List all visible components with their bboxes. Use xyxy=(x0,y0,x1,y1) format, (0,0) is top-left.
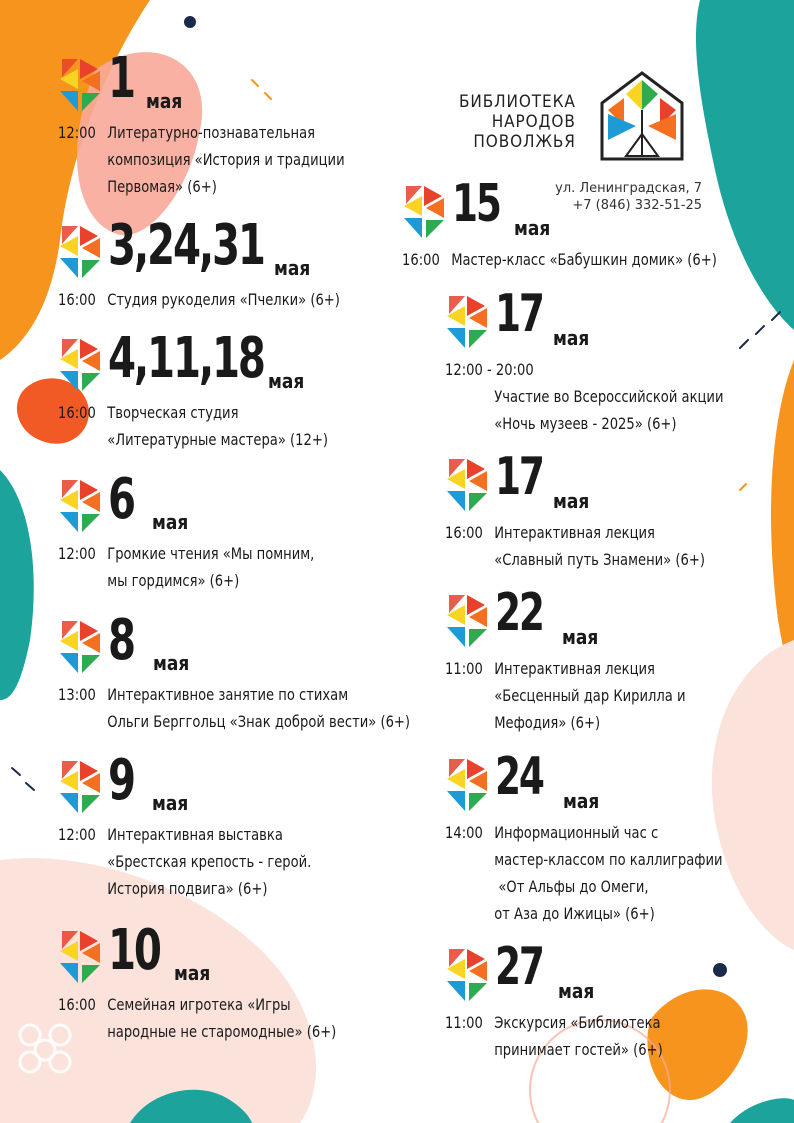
event-line xyxy=(58,540,314,567)
event-description: Информационный час с xyxy=(494,823,659,842)
event-line xyxy=(58,567,239,594)
event-description: мы гордимся» (6+) xyxy=(107,571,240,590)
event-description: композиция «История и традиции xyxy=(107,150,345,169)
calendar-mosaic-icon xyxy=(445,292,489,352)
event-description: Литературно-познавательная xyxy=(107,123,316,142)
event-month: мая xyxy=(174,961,211,985)
event-line xyxy=(58,991,291,1018)
event-time: 16:00 xyxy=(58,290,96,309)
event-time: 11:00 xyxy=(445,659,483,678)
event-day: 9 xyxy=(108,748,134,813)
event-line xyxy=(445,709,600,736)
calendar-mosaic-icon xyxy=(402,182,446,242)
event-day: 8 xyxy=(108,608,134,673)
event-day: 27 xyxy=(495,937,543,997)
event-day: 4,11,18 xyxy=(108,326,264,391)
calendar-mosaic-icon xyxy=(58,757,102,817)
event-description: 12:00 - 20:00 xyxy=(445,360,534,379)
event-line xyxy=(58,1018,336,1045)
event-line xyxy=(445,900,655,927)
event-description: «От Альфы до Омеги, xyxy=(494,877,649,896)
event-line xyxy=(445,873,649,900)
event-month: мая xyxy=(563,789,600,813)
event-day: 17 xyxy=(495,447,543,507)
calendar-mosaic-icon xyxy=(58,335,102,395)
event-description: Ольги Берггольц «Знак доброй вести» (6+) xyxy=(107,712,411,731)
teal-blob-right xyxy=(696,0,794,330)
event-description: История подвига» (6+) xyxy=(107,879,268,898)
event-description: Интерактивное занятие по стихам xyxy=(107,685,349,704)
library-name-line: НАРОДОВ xyxy=(491,112,576,132)
event-day: 22 xyxy=(495,583,543,643)
event-line xyxy=(58,426,328,453)
event-time: 16:00 xyxy=(445,523,483,542)
event-description: Первомая» (6+) xyxy=(107,177,217,196)
orange-blob-right xyxy=(771,360,794,690)
event-time: 12:00 xyxy=(58,123,96,142)
address-block xyxy=(555,180,702,214)
event-description: Студия рукоделия «Пчелки» (6+) xyxy=(107,290,340,309)
calendar-mosaic-icon xyxy=(445,945,489,1005)
calendar-mosaic-icon xyxy=(445,755,489,815)
event-description: Экскурсия «Библиотека xyxy=(494,1013,661,1032)
event-day: 17 xyxy=(495,284,543,344)
event-month: мая xyxy=(553,489,590,513)
teal-blob-bottom-right xyxy=(730,1098,794,1123)
calendar-mosaic-icon xyxy=(445,591,489,651)
address: ул. Ленинградская, 7 xyxy=(555,181,702,196)
event-day: 15 xyxy=(452,174,500,234)
event-line xyxy=(445,383,723,410)
event-month: мая xyxy=(146,89,183,113)
event-line xyxy=(445,410,677,437)
event-month: мая xyxy=(274,256,311,280)
event-line xyxy=(58,708,410,735)
event-description: от Аза до Ижицы» (6+) xyxy=(494,904,655,923)
event-line xyxy=(58,681,348,708)
event-description: Интерактивная выставка xyxy=(107,825,283,844)
calendar-mosaic-icon xyxy=(58,222,102,282)
event-month: мая xyxy=(562,625,599,649)
event-time: 16:00 xyxy=(402,250,440,269)
event-line xyxy=(445,1009,661,1036)
event-month: мая xyxy=(152,510,189,534)
calendar-mosaic-icon xyxy=(58,476,102,536)
event-line xyxy=(445,1036,663,1063)
event-month: мая xyxy=(558,979,595,1003)
event-time: 12:00 xyxy=(58,825,96,844)
event-line xyxy=(58,173,217,200)
event-line xyxy=(445,655,655,682)
event-description: народные не старомодные» (6+) xyxy=(107,1022,337,1041)
event-day: 1 xyxy=(108,46,134,111)
event-line xyxy=(402,246,717,273)
event-time: 16:00 xyxy=(58,995,96,1014)
event-time: 14:00 xyxy=(445,823,483,842)
event-line xyxy=(58,821,283,848)
library-logo xyxy=(459,70,702,170)
event-description: Громкие чтения «Мы помним, xyxy=(107,544,315,563)
phone: +7 (846) 332-51-25 xyxy=(572,198,702,213)
library-name-line: ПОВОЛЖЬЯ xyxy=(473,132,576,152)
event-description: Интерактивная лекция xyxy=(494,523,655,542)
library-name-line: БИБЛИОТЕКА xyxy=(459,92,576,112)
event-description: Мастер-класс «Бабушкин домик» (6+) xyxy=(451,250,717,269)
event-line xyxy=(58,119,315,146)
event-line xyxy=(445,819,658,846)
event-line xyxy=(58,146,345,173)
event-description: Интерактивная лекция xyxy=(494,659,655,678)
event-month: мая xyxy=(153,651,190,675)
event-month: мая xyxy=(553,326,590,350)
event-day: 10 xyxy=(108,918,160,983)
event-time: 12:00 xyxy=(58,544,96,563)
event-time: 13:00 xyxy=(58,685,96,704)
calendar-mosaic-icon xyxy=(58,927,102,987)
event-line xyxy=(58,848,311,875)
library-emblem-icon xyxy=(596,70,688,162)
event-description: «Литературные мастера» (12+) xyxy=(107,430,328,449)
event-description: Творческая студия xyxy=(107,403,239,422)
event-line xyxy=(58,399,238,426)
event-month: мая xyxy=(152,791,189,815)
event-line xyxy=(445,846,723,873)
library-name xyxy=(459,92,576,152)
event-line xyxy=(445,356,534,383)
calendar-mosaic-icon xyxy=(445,455,489,515)
event-month: мая xyxy=(268,369,305,393)
event-description: «Бесценный дар Кирилла и xyxy=(494,686,686,705)
event-description: Мефодия» (6+) xyxy=(494,713,601,732)
calendar-mosaic-icon xyxy=(58,55,102,115)
event-time: 16:00 xyxy=(58,403,96,422)
event-line xyxy=(445,519,655,546)
teal-blob-left xyxy=(0,470,34,700)
event-line xyxy=(58,875,267,902)
event-day: 3,24,31 xyxy=(108,213,264,278)
event-line xyxy=(58,286,340,313)
event-description: «Ночь музеев - 2025» (6+) xyxy=(494,414,677,433)
event-description: «Славный путь Знамени» (6+) xyxy=(494,550,705,569)
dot xyxy=(713,963,727,977)
pink-blob-right xyxy=(712,640,794,950)
dot xyxy=(184,16,196,28)
event-day: 6 xyxy=(108,467,134,532)
event-description: «Брестская крепость - герой. xyxy=(107,852,312,871)
event-description: мастер-классом по каллиграфии xyxy=(494,850,723,869)
event-description: принимает гостей» (6+) xyxy=(494,1040,663,1059)
event-line xyxy=(445,546,705,573)
event-line xyxy=(445,682,686,709)
event-description: Семейная игротека «Игры xyxy=(107,995,291,1014)
event-day: 24 xyxy=(495,747,543,807)
event-month: мая xyxy=(514,216,551,240)
event-time: 11:00 xyxy=(445,1013,483,1032)
event-description: Участие во Всероссийской акции xyxy=(494,387,724,406)
calendar-mosaic-icon xyxy=(58,617,102,677)
